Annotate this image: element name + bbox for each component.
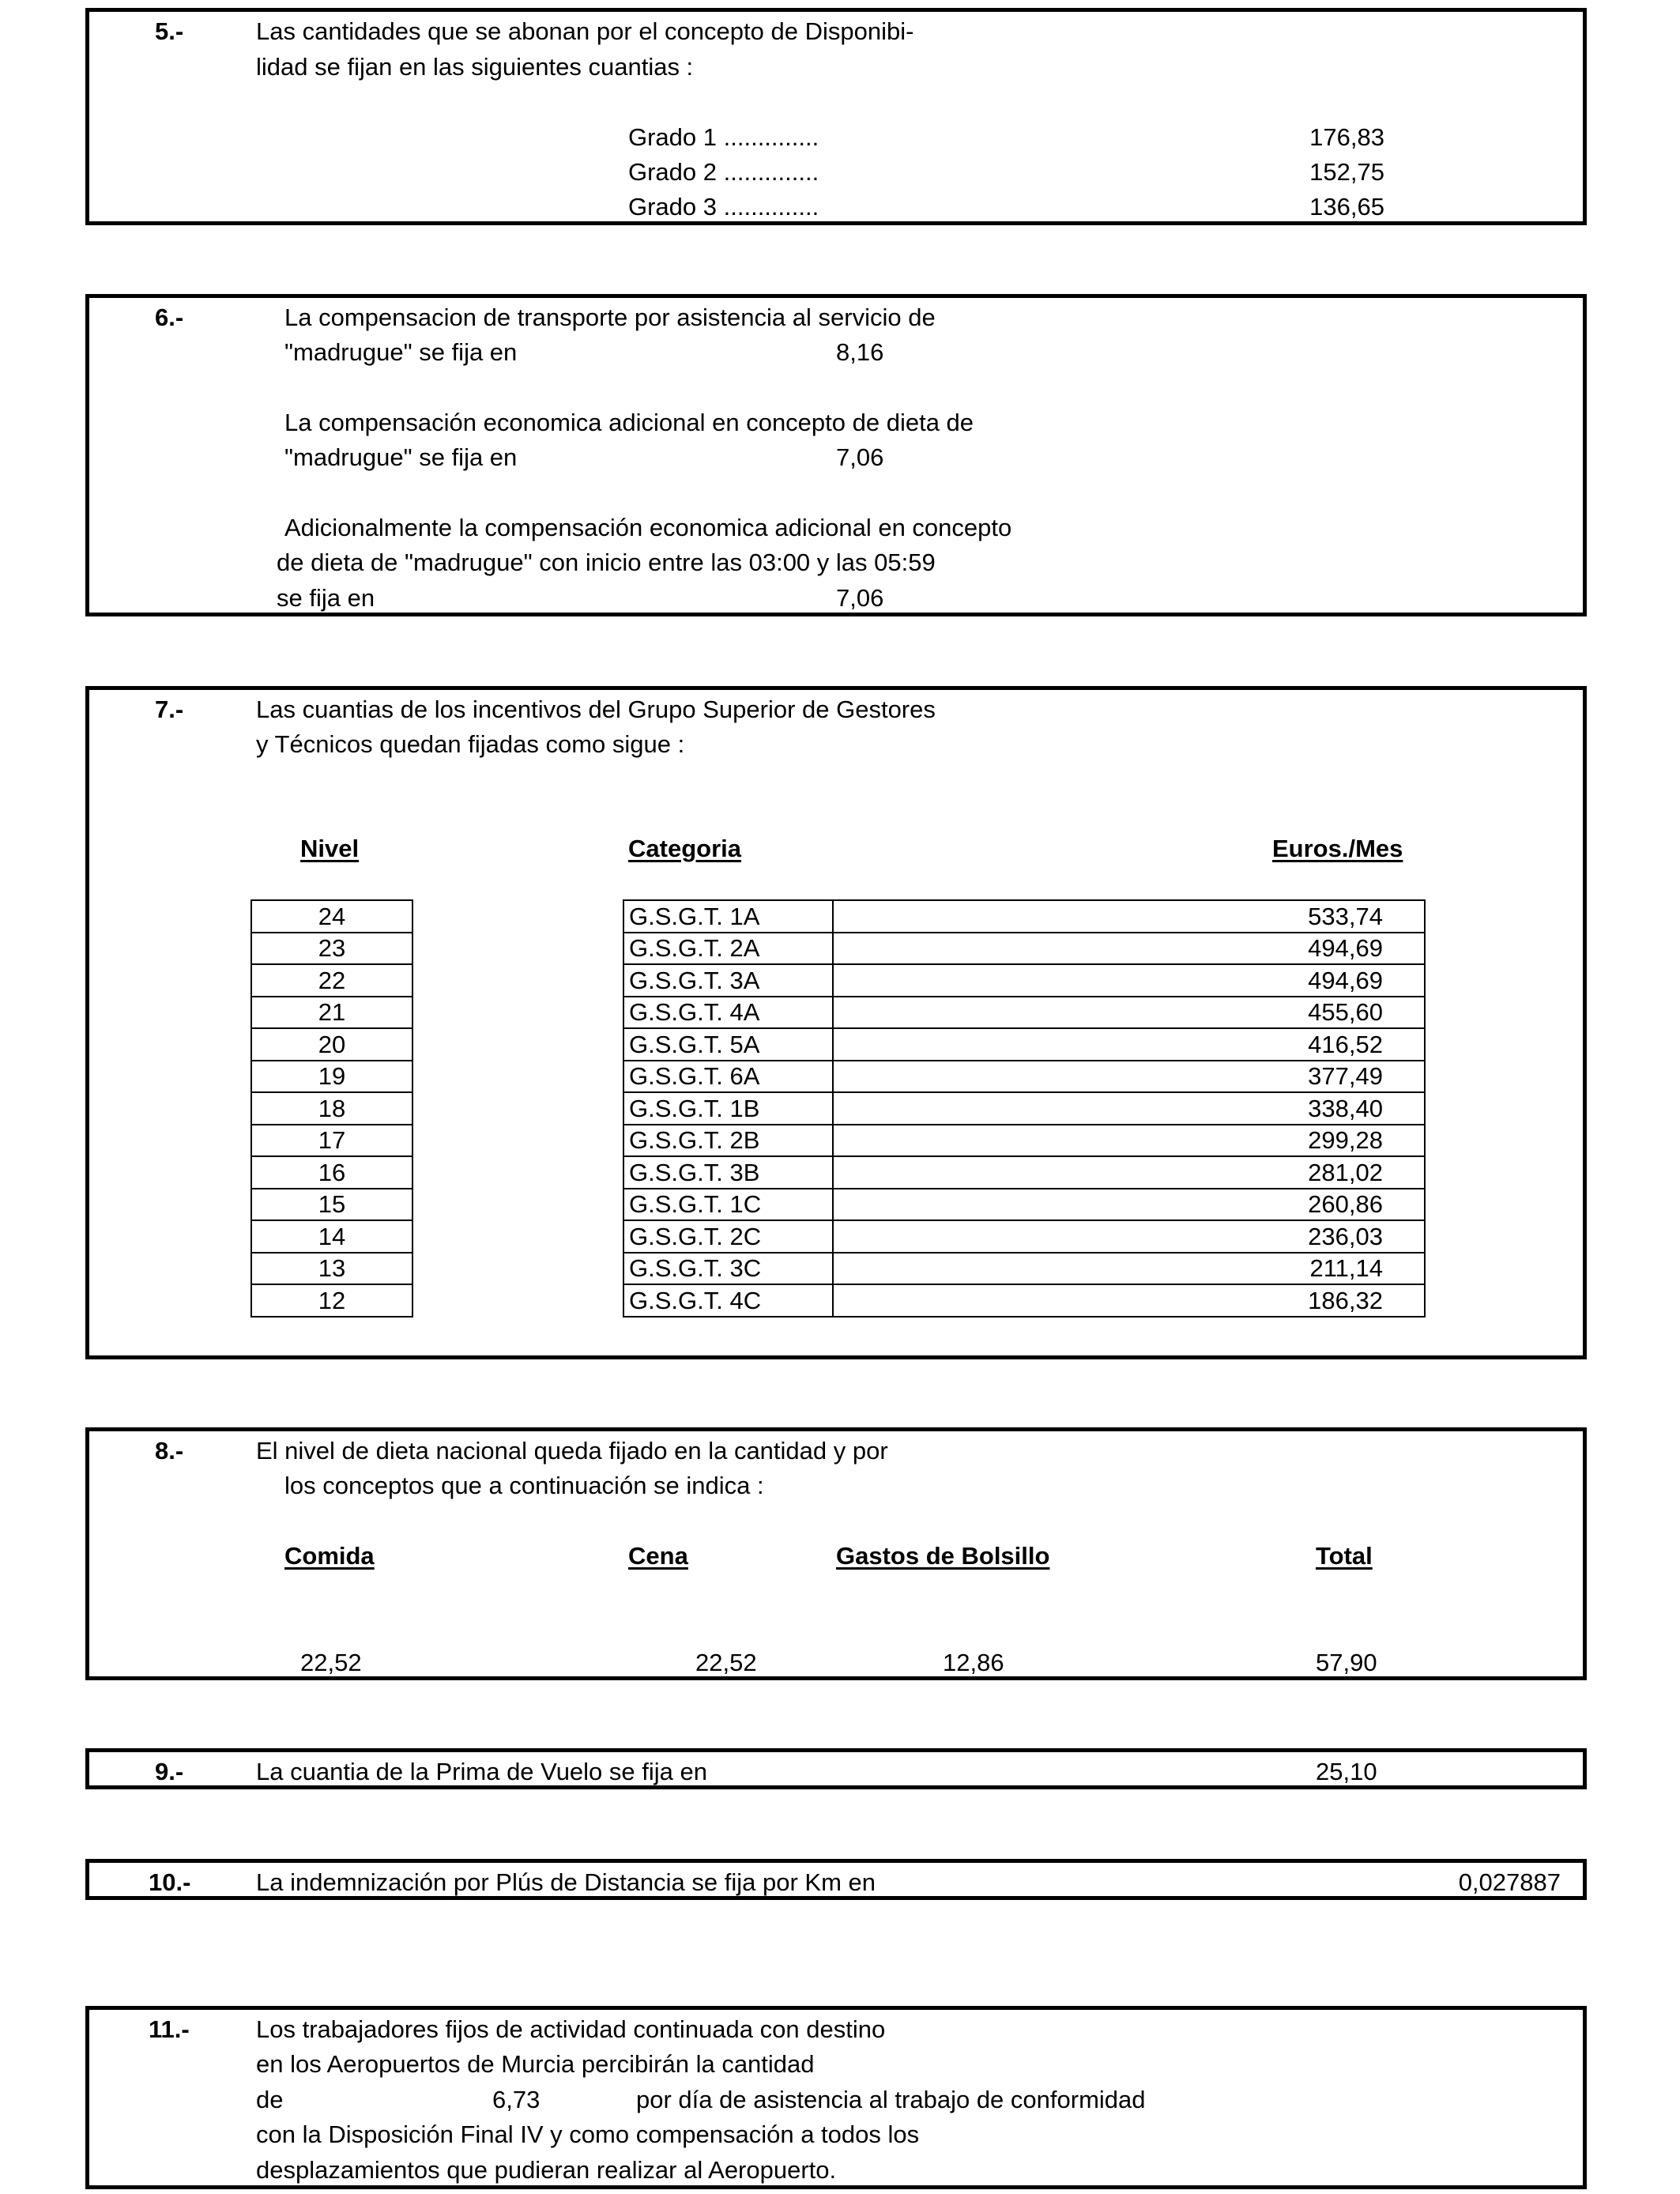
section-11-line-3-start: de [256,2086,284,2113]
categoria-header: Categoria [628,835,741,862]
euros-cell: 281,02 [833,1156,1425,1189]
nivel-cell: 23 [251,933,412,965]
total-header: Total [1316,1542,1373,1570]
categoria-row [623,900,1425,933]
euros-cell: 533,74 [833,900,1425,933]
section-11-line-3-value: 6,73 [492,2086,541,2113]
nivel-cell: 19 [251,1061,412,1093]
categoria-row [623,1061,1425,1093]
categoria-cell: G.S.G.T. 4C [623,1284,833,1317]
section-7-number: 7.- [155,696,184,723]
cena-value: 22,52 [695,1649,757,1676]
nivel-cell: 22 [251,964,412,997]
comida-value: 22,52 [300,1649,362,1676]
nivel-cell: 24 [251,900,412,933]
section-9-text: La cuantia de la Prima de Vuelo se fija en [256,1758,707,1785]
categoria-row [623,1284,1425,1317]
nivel-cell: 14 [251,1220,412,1253]
euros-cell: 416,52 [833,1028,1425,1061]
plus-distancia-value: 0,027887 [1458,1868,1561,1896]
categoria-cell: G.S.G.T. 1C [623,1189,833,1221]
nivel-header: Nivel [300,835,360,862]
categoria-row [623,1156,1425,1189]
euros-cell: 211,14 [833,1253,1425,1285]
euros-cell: 338,40 [833,1092,1425,1125]
section-11-line-2: en los Aeropuertos de Murcia percibirán la cantidad [256,2050,815,2078]
euros-cell: 236,03 [833,1220,1425,1253]
categoria-row [623,1092,1425,1125]
nivel-row [251,1028,412,1061]
nivel-row [251,1284,412,1317]
categoria-cell: G.S.G.T. 3B [623,1156,833,1189]
section-10-text: La indemnización por Plús de Distancia se fija por Km en [256,1868,876,1896]
categoria-cell: G.S.G.T. 1B [623,1092,833,1125]
section-6-p2-line-2: "madrugue" se fija en [284,443,518,471]
comida-header: Comida [284,1542,375,1570]
nivel-cell: 12 [251,1284,412,1317]
grade-3-label: Grado 3 .............. [628,193,819,221]
grade-1-label: Grado 1 .............. [628,123,819,151]
euros-cell: 260,86 [833,1189,1425,1221]
section-6-p2-value: 7,06 [836,443,884,471]
categoria-cell: G.S.G.T. 4A [623,997,833,1029]
section-6-p3-line-2: de dieta de "madrugue" con inicio entre las 03:00 y las 05:59 [277,548,936,576]
section-8-line-2: los conceptos que a continuación se indica : [284,1472,764,1499]
categoria-cell: G.S.G.T. 3C [623,1253,833,1285]
categoria-euros-table [623,899,1426,1318]
nivel-row [251,1061,412,1093]
section-11-line-5: desplazamientos que pudieran realizar al Aeropuerto. [256,2156,837,2184]
nivel-cell: 17 [251,1125,412,1157]
categoria-row [623,1253,1425,1285]
section-6-number: 6.- [155,303,184,331]
section-6-p1-line-1: La compensacion de transporte por asistencia al servicio de [284,303,936,331]
nivel-cell: 20 [251,1028,412,1061]
grade-1-value: 176,83 [1309,123,1384,151]
gastos-bolsillo-header: Gastos de Bolsillo [836,1542,1050,1570]
categoria-row [623,964,1425,997]
categoria-row [623,997,1425,1029]
nivel-row [251,1189,412,1221]
nivel-row [251,1220,412,1253]
euros-cell: 455,60 [833,997,1425,1029]
nivel-row [251,1125,412,1157]
section-5-line-1: Las cantidades que se abonan por el concepto de Disponibi- [256,17,914,45]
euros-cell: 299,28 [833,1125,1425,1157]
categoria-row [623,1220,1425,1253]
euros-cell: 377,49 [833,1061,1425,1093]
cena-header: Cena [628,1542,688,1570]
nivel-table [250,899,413,1318]
nivel-row [251,1156,412,1189]
categoria-row [623,1125,1425,1157]
categoria-cell: G.S.G.T. 5A [623,1028,833,1061]
euros-mes-header: Euros./Mes [1272,835,1403,862]
nivel-row [251,997,412,1029]
categoria-cell: G.S.G.T. 2A [623,933,833,965]
nivel-row [251,900,412,933]
section-7-line-1: Las cuantias de los incentivos del Grupo Superior de Gestores [256,696,936,723]
section-7-line-2: y Técnicos quedan fijadas como sigue : [256,730,685,758]
section-8-number: 8.- [155,1437,184,1465]
categoria-cell: G.S.G.T. 6A [623,1061,833,1093]
section-11-line-3-end: por día de asistencia al trabajo de conformidad [636,2086,1146,2113]
section-11-line-1: Los trabajadores fijos de actividad continuada con destino [256,2015,886,2043]
categoria-row [623,1028,1425,1061]
nivel-cell: 13 [251,1253,412,1285]
nivel-cell: 21 [251,997,412,1029]
section-11-line-4: con la Disposición Final IV y como compensación a todos los [256,2120,920,2148]
categoria-cell: G.S.G.T. 3A [623,964,833,997]
nivel-row [251,1092,412,1125]
nivel-cell: 18 [251,1092,412,1125]
nivel-row [251,933,412,965]
gastos-bolsillo-value: 12,86 [943,1649,1004,1676]
section-11-number: 11.- [149,2015,190,2043]
categoria-row [623,933,1425,965]
euros-cell: 186,32 [833,1284,1425,1317]
prima-vuelo-value: 25,10 [1316,1758,1377,1785]
section-6-p1-value: 8,16 [836,338,884,366]
section-6-p3-line-1: Adicionalmente la compensación economica adicional en concepto [284,514,1012,541]
section-6-p2-line-1: La compensación economica adicional en concepto de dieta de [284,409,974,436]
categoria-row [623,1189,1425,1221]
categoria-cell: G.S.G.T. 1A [623,900,833,933]
categoria-cell: G.S.G.T. 2C [623,1220,833,1253]
nivel-row [251,1253,412,1285]
grade-2-label: Grado 2 .............. [628,158,819,186]
section-5-line-2: lidad se fijan en las siguientes cuantias : [256,53,694,81]
section-5-number: 5.- [155,17,184,45]
total-value: 57,90 [1316,1649,1377,1676]
section-6-p3-value: 7,06 [836,584,884,612]
nivel-cell: 15 [251,1189,412,1221]
section-8-line-1: El nivel de dieta nacional queda fijado en la cantidad y por [256,1437,888,1465]
euros-cell: 494,69 [833,964,1425,997]
nivel-row [251,964,412,997]
section-6-p3-line-3: se fija en [277,584,375,612]
euros-cell: 494,69 [833,933,1425,965]
grade-3-value: 136,65 [1309,193,1384,221]
section-10-number: 10.- [149,1868,191,1896]
section-9-number: 9.- [155,1758,184,1785]
nivel-cell: 16 [251,1156,412,1189]
section-6-p1-line-2: "madrugue" se fija en [284,338,518,366]
categoria-cell: G.S.G.T. 2B [623,1125,833,1157]
grade-2-value: 152,75 [1309,158,1384,186]
